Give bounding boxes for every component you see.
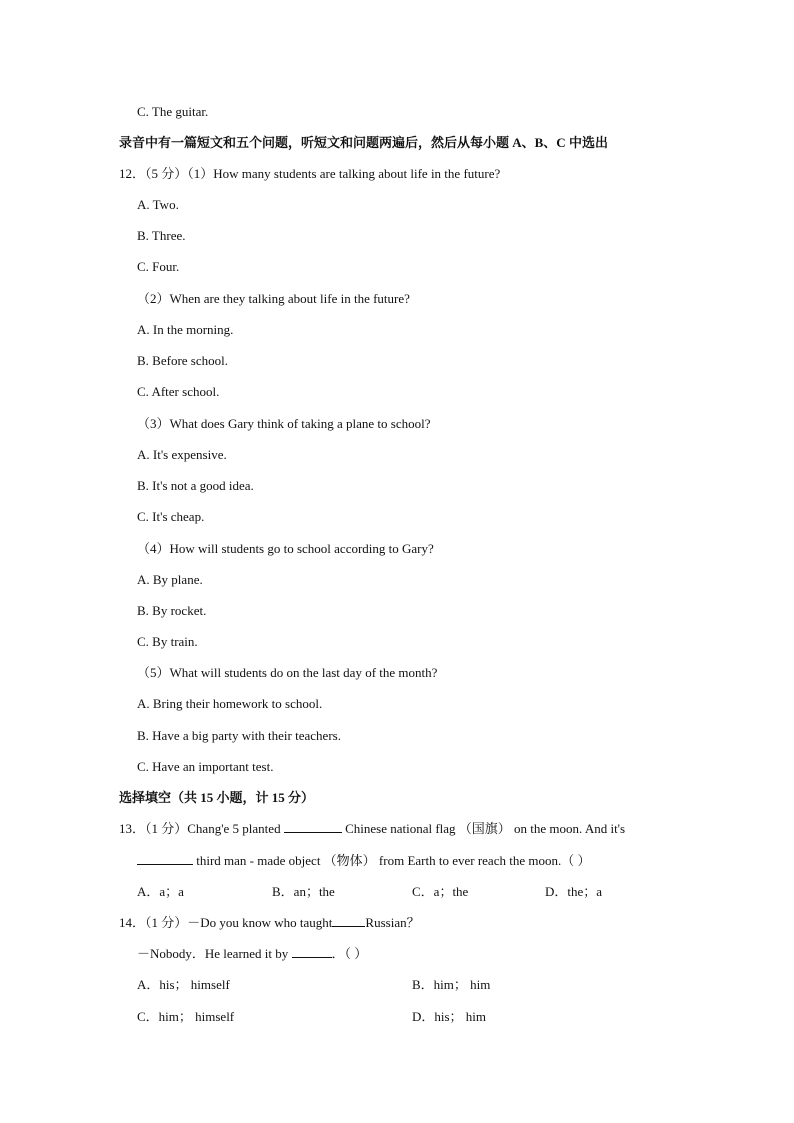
q14-option-b: B．him； him [412, 977, 491, 992]
section-instruction-listening: 录音中有一篇短文和五个问题，听短文和问题两遍后，然后从每小题 A、B、C 中选出 [119, 135, 608, 150]
q13-stem-line1 [119, 821, 625, 837]
q14-text-part1: 14．（1 分）－Do you know who taught [119, 915, 333, 930]
q14-text-part2: Russian？ [365, 915, 420, 930]
answer-blank [137, 853, 193, 865]
q14-option-c: C．him； himself [137, 1009, 235, 1024]
q12-sub4-option-b: B. By rocket. [137, 603, 207, 618]
q12-sub2-option-b: B. Before school. [137, 353, 228, 368]
q14-stem-line2 [137, 946, 367, 962]
q12-sub3-question: （3）What does Gary think of taking a plane to school? [137, 416, 431, 431]
q11-option-c: C. The guitar. [137, 104, 209, 119]
q12-sub5-option-a: A. Bring their homework to school. [137, 696, 323, 711]
answer-blank [292, 946, 332, 958]
q14-option-a: A．his； himself [137, 977, 230, 992]
q12-sub1-question: 12．（5 分）（1）How many students are talking about life in the future? [119, 166, 501, 181]
q12-sub3-option-c: C. It's cheap. [137, 509, 205, 524]
q12-sub3-option-b: B. It's not a good idea. [137, 478, 254, 493]
q13-stem-line2 [137, 853, 590, 869]
q13-option-d: D．the；a [545, 884, 603, 899]
q14-option-d: D．his； him [412, 1009, 487, 1024]
q12-sub2-option-a: A. In the morning. [137, 322, 234, 337]
q12-sub5-question: （5）What will students do on the last day of the month? [137, 665, 438, 680]
q12-sub2-question: （2）When are they talking about life in the future? [137, 291, 410, 306]
q12-sub1-option-a: A. Two. [137, 197, 179, 212]
q12-sub1-option-b: B. Three. [137, 228, 186, 243]
q13-text-part2: Chinese national flag （国旗） on the moon. And it's [345, 821, 626, 836]
q14-stem-line1 [119, 915, 420, 931]
q13-text-part1: 13．（1 分）Chang'e 5 planted [119, 821, 281, 836]
answer-blank [284, 821, 342, 833]
q13-text-part3: third man - made object （物体） from Earth to ever reach the moon.（ ） [196, 853, 591, 868]
q12-sub5-option-b: B. Have a big party with their teachers. [137, 728, 341, 743]
q14-text-part4: ．（ ） [331, 946, 368, 961]
q12-sub5-option-c: C. Have an important test. [137, 759, 274, 774]
q12-sub4-option-a: A. By plane. [137, 572, 203, 587]
answer-blank [332, 915, 365, 927]
q12-sub2-option-c: C. After school. [137, 384, 220, 399]
q13-option-a: A．a；a [137, 884, 184, 899]
q13-option-b: B．an；the [272, 884, 335, 899]
q12-sub4-option-c: C. By train. [137, 634, 198, 649]
q13-option-c: C．a；the [412, 884, 469, 899]
q12-sub1-option-c: C. Four. [137, 259, 180, 274]
q12-sub3-option-a: A. It's expensive. [137, 447, 227, 462]
q12-sub4-question: （4）How will students go to school according to Gary? [137, 541, 434, 556]
q14-text-part3: －Nobody．He learned it by [137, 946, 289, 961]
section-title-multiple-choice: 选择填空（共 15 小题，计 15 分） [119, 790, 315, 805]
